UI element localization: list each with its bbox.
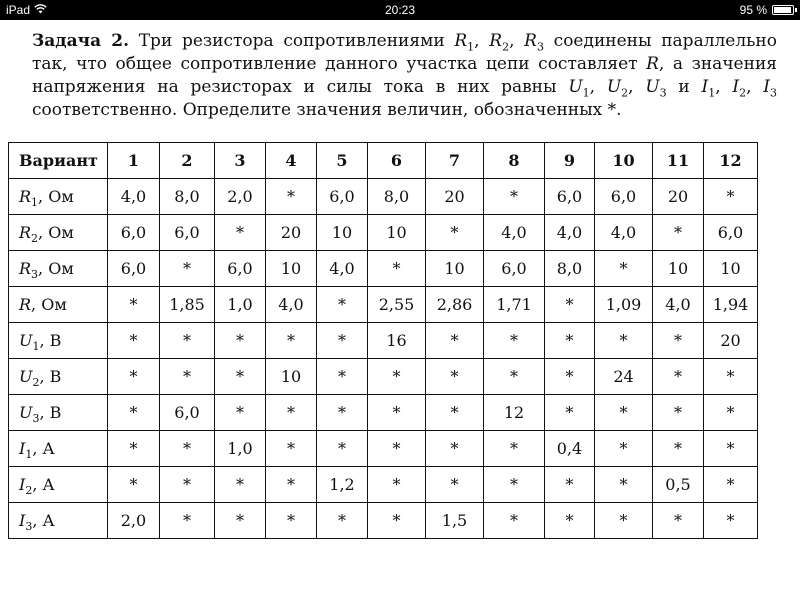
table-cell: * xyxy=(215,467,266,503)
table-cell: * xyxy=(266,431,317,467)
header-cell: 3 xyxy=(215,143,266,179)
table-cell: * xyxy=(317,287,368,323)
status-bar xyxy=(0,0,800,20)
row-symbol: U xyxy=(19,403,33,422)
header-cell: 5 xyxy=(317,143,368,179)
table-cell: * xyxy=(704,179,758,215)
task-text-3: а значения напряжения на резисторах и силы тока в них равны xyxy=(32,54,778,97)
sym-u3: U xyxy=(645,77,660,97)
table-cell: * xyxy=(266,179,317,215)
table-cell: * xyxy=(595,251,653,287)
table-cell: 1,5 xyxy=(426,503,484,539)
table-row xyxy=(9,179,758,215)
table-cell: 4,0 xyxy=(484,215,545,251)
table-cell: * xyxy=(108,359,160,395)
table-cell: * xyxy=(215,395,266,431)
table-cell: 6,0 xyxy=(108,215,160,251)
row-symbol: R xyxy=(19,295,32,314)
row-label xyxy=(9,179,108,215)
table-cell: 6,0 xyxy=(595,179,653,215)
table-cell: * xyxy=(704,431,758,467)
table-cell: 6,0 xyxy=(215,251,266,287)
sym-r2-sub: 2 xyxy=(502,40,510,54)
table-cell: * xyxy=(426,323,484,359)
row-label xyxy=(9,287,108,323)
table-cell: * xyxy=(595,395,653,431)
table-cell: * xyxy=(108,431,160,467)
row-unit: , А xyxy=(32,475,55,494)
table-cell: * xyxy=(704,503,758,539)
table-cell: * xyxy=(484,323,545,359)
table-cell: * xyxy=(653,323,704,359)
table-cell: 10 xyxy=(266,251,317,287)
table-cell: 6,0 xyxy=(108,251,160,287)
table-cell: * xyxy=(108,467,160,503)
row-label xyxy=(9,359,108,395)
table-cell: 20 xyxy=(704,323,758,359)
sym-u1-sub: 1 xyxy=(582,86,590,100)
table-cell: 1,94 xyxy=(704,287,758,323)
table-cell: 10 xyxy=(317,215,368,251)
row-symbol: R xyxy=(19,187,32,206)
task-text-2: соединены параллельно так, что общее сопротивление данного участка цепи составляет xyxy=(32,31,777,74)
table-cell: * xyxy=(595,467,653,503)
sym-r3: R xyxy=(524,31,537,51)
row-symbol-sub: 1 xyxy=(25,448,33,462)
table-cell: 4,0 xyxy=(317,251,368,287)
table-cell: * xyxy=(484,359,545,395)
row-unit: , Ом xyxy=(38,223,74,242)
sym-u2: U xyxy=(606,77,622,97)
sym-i1: I xyxy=(701,77,709,97)
table-cell: * xyxy=(595,323,653,359)
row-symbol-sub: 3 xyxy=(32,412,40,426)
table-cell: * xyxy=(545,503,595,539)
table-cell: * xyxy=(160,503,215,539)
row-symbol: R xyxy=(19,223,32,242)
header-cell: 12 xyxy=(704,143,758,179)
table-cell: 8,0 xyxy=(368,179,426,215)
battery-fill xyxy=(774,7,791,13)
header-variant: Вариант xyxy=(9,143,108,179)
row-symbol-sub: 1 xyxy=(32,340,40,354)
row-unit: , Ом xyxy=(38,187,74,206)
row-unit: , Ом xyxy=(38,259,74,278)
table-cell: * xyxy=(160,323,215,359)
table-cell: * xyxy=(108,323,160,359)
table-cell: 20 xyxy=(426,179,484,215)
table-cell: * xyxy=(266,467,317,503)
table-row xyxy=(9,359,758,395)
table-cell: * xyxy=(368,467,426,503)
table-row xyxy=(9,467,758,503)
task-statement: Задача 2. Три резистора сопротивлениями $R_1$, $R_2$, $R_3$ соединены параллельно так, что общее сопротивление данного участка цепи составляет R, а значения напряжения на резисторах и силы тока в них равны $U_1$, $U_2$, $U_3$ и $I_1$, $I_2$, $I_3$ соответственно. Определите значения величин, обозначенных *. xyxy=(32,31,778,120)
table-cell: 12 xyxy=(484,395,545,431)
row-symbol: I xyxy=(19,439,26,458)
row-label xyxy=(9,431,108,467)
row-unit: , А xyxy=(32,439,55,458)
row-symbol: U xyxy=(19,367,33,386)
row-unit: , В xyxy=(39,331,62,350)
table-row xyxy=(9,215,758,251)
row-symbol: I xyxy=(19,511,26,530)
table-cell: * xyxy=(653,359,704,395)
table-cell: * xyxy=(317,395,368,431)
table-cell: * xyxy=(426,467,484,503)
table-cell: * xyxy=(215,215,266,251)
table-cell: 8,0 xyxy=(160,179,215,215)
table-cell: * xyxy=(653,431,704,467)
table-row xyxy=(9,503,758,539)
row-symbol-sub: 3 xyxy=(31,268,39,282)
sym-u3-sub: 3 xyxy=(659,86,667,100)
task-label: Задача 2. xyxy=(32,31,130,51)
row-unit: , В xyxy=(39,367,62,386)
sym-i3-sub: 3 xyxy=(770,86,778,100)
table-cell: 10 xyxy=(426,251,484,287)
table-cell: * xyxy=(368,395,426,431)
sym-i1-sub: 1 xyxy=(708,86,716,100)
table-cell: * xyxy=(426,395,484,431)
row-label xyxy=(9,215,108,251)
header-cell: 2 xyxy=(160,143,215,179)
table-cell: 1,09 xyxy=(595,287,653,323)
table-cell: 2,86 xyxy=(426,287,484,323)
sym-u1: U xyxy=(568,77,583,97)
table-cell: 6,0 xyxy=(484,251,545,287)
table-row xyxy=(9,395,758,431)
table-cell: 6,0 xyxy=(160,215,215,251)
table-cell: * xyxy=(653,395,704,431)
row-symbol-sub: 3 xyxy=(25,520,33,534)
table-cell: 10 xyxy=(704,251,758,287)
table-cell: 2,0 xyxy=(215,179,266,215)
table-cell: * xyxy=(653,215,704,251)
table-cell: 4,0 xyxy=(545,215,595,251)
table-cell: * xyxy=(215,359,266,395)
table-cell: 2,55 xyxy=(368,287,426,323)
row-unit: , Ом xyxy=(31,295,67,314)
table-cell: * xyxy=(704,395,758,431)
table-cell: * xyxy=(317,431,368,467)
table-row xyxy=(9,287,758,323)
table-cell: 2,0 xyxy=(108,503,160,539)
table-row xyxy=(9,431,758,467)
table-cell: * xyxy=(266,395,317,431)
table-cell: 1,0 xyxy=(215,431,266,467)
table-body xyxy=(9,179,758,539)
table-cell: * xyxy=(160,359,215,395)
sym-u2-sub: 2 xyxy=(621,86,629,100)
table-cell: 6,0 xyxy=(160,395,215,431)
row-symbol-sub: 2 xyxy=(32,376,40,390)
table-header-row xyxy=(9,143,758,179)
row-symbol: R xyxy=(19,259,32,278)
table-cell: * xyxy=(545,323,595,359)
table-cell: * xyxy=(595,503,653,539)
row-label xyxy=(9,467,108,503)
sym-r: R xyxy=(646,54,659,74)
task-text-and: и xyxy=(678,77,690,97)
table-cell: * xyxy=(653,503,704,539)
sym-r2: R xyxy=(489,31,503,51)
table-cell: 4,0 xyxy=(266,287,317,323)
table-cell: 6,0 xyxy=(545,179,595,215)
task-text-1: Три резистора сопротивлениями xyxy=(138,31,445,51)
table-cell: * xyxy=(484,503,545,539)
table-cell: * xyxy=(160,251,215,287)
table-row xyxy=(9,251,758,287)
sym-i3: I xyxy=(763,77,771,97)
table-cell: * xyxy=(368,431,426,467)
table-cell: * xyxy=(545,287,595,323)
table-cell: * xyxy=(704,467,758,503)
header-cell: 9 xyxy=(545,143,595,179)
table-row xyxy=(9,323,758,359)
row-label xyxy=(9,503,108,539)
status-time: 20:23 xyxy=(384,3,416,17)
table-cell: * xyxy=(368,251,426,287)
table-cell: * xyxy=(595,431,653,467)
table-cell: 16 xyxy=(368,323,426,359)
table-cell: 0,5 xyxy=(653,467,704,503)
table-cell: 1,85 xyxy=(160,287,215,323)
table-cell: 4,0 xyxy=(595,215,653,251)
table-cell: 8,0 xyxy=(545,251,595,287)
row-symbol-sub: 2 xyxy=(25,484,33,498)
sym-i2-sub: 2 xyxy=(739,86,747,100)
table-cell: 0,4 xyxy=(545,431,595,467)
table-cell: * xyxy=(266,323,317,359)
table-cell: * xyxy=(317,503,368,539)
header-cell: 10 xyxy=(595,143,653,179)
table-cell: * xyxy=(108,395,160,431)
table-cell: * xyxy=(426,359,484,395)
device-name: iPad xyxy=(6,3,31,17)
header-cell: 4 xyxy=(266,143,317,179)
table-cell: 4,0 xyxy=(653,287,704,323)
table-cell: 24 xyxy=(595,359,653,395)
row-symbol-sub: 1 xyxy=(31,196,39,210)
sym-r3-sub: 3 xyxy=(536,40,544,54)
table-cell: 1,0 xyxy=(215,287,266,323)
table-cell: * xyxy=(704,359,758,395)
table-cell: * xyxy=(545,359,595,395)
row-symbol-sub: 2 xyxy=(31,232,39,246)
table-cell: * xyxy=(484,431,545,467)
table-cell: * xyxy=(368,359,426,395)
table-cell: * xyxy=(484,179,545,215)
table-cell: 6,0 xyxy=(704,215,758,251)
table-cell: * xyxy=(317,359,368,395)
header-cell: 6 xyxy=(368,143,426,179)
row-label xyxy=(9,395,108,431)
table-cell: 10 xyxy=(653,251,704,287)
row-unit: , А xyxy=(32,511,55,530)
table-cell: 1,71 xyxy=(484,287,545,323)
table-cell: 20 xyxy=(653,179,704,215)
battery-icon xyxy=(772,5,794,15)
row-symbol: I xyxy=(19,475,26,494)
table-cell: * xyxy=(426,431,484,467)
variants-table xyxy=(8,142,758,539)
table-cell: * xyxy=(484,467,545,503)
table-cell: * xyxy=(545,467,595,503)
table-cell: * xyxy=(545,395,595,431)
table-cell: * xyxy=(266,503,317,539)
status-right xyxy=(740,3,794,17)
table-cell: * xyxy=(108,287,160,323)
task-text-4: соответственно. Определите значения величин, обозначенных *. xyxy=(32,100,622,120)
table-cell: 4,0 xyxy=(108,179,160,215)
table-cell: * xyxy=(215,323,266,359)
table-cell: 10 xyxy=(266,359,317,395)
table-cell: 6,0 xyxy=(317,179,368,215)
sym-r1: R xyxy=(454,31,468,51)
header-cell: 11 xyxy=(653,143,704,179)
header-cell: 1 xyxy=(108,143,160,179)
header-cell: 7 xyxy=(426,143,484,179)
battery-percent: 95 % xyxy=(739,3,767,17)
table-cell: * xyxy=(368,503,426,539)
header-cell: 8 xyxy=(484,143,545,179)
table-cell: * xyxy=(215,503,266,539)
row-label xyxy=(9,323,108,359)
table-cell: * xyxy=(317,323,368,359)
row-unit: , В xyxy=(39,403,62,422)
sym-r1-sub: 1 xyxy=(467,40,475,54)
table-cell: 1,2 xyxy=(317,467,368,503)
row-label xyxy=(9,251,108,287)
table-cell: * xyxy=(160,431,215,467)
table-cell: 20 xyxy=(266,215,317,251)
table-cell: * xyxy=(160,467,215,503)
table-cell: * xyxy=(426,215,484,251)
table-cell: 10 xyxy=(368,215,426,251)
row-symbol: U xyxy=(19,331,33,350)
sym-i2: I xyxy=(732,77,740,97)
